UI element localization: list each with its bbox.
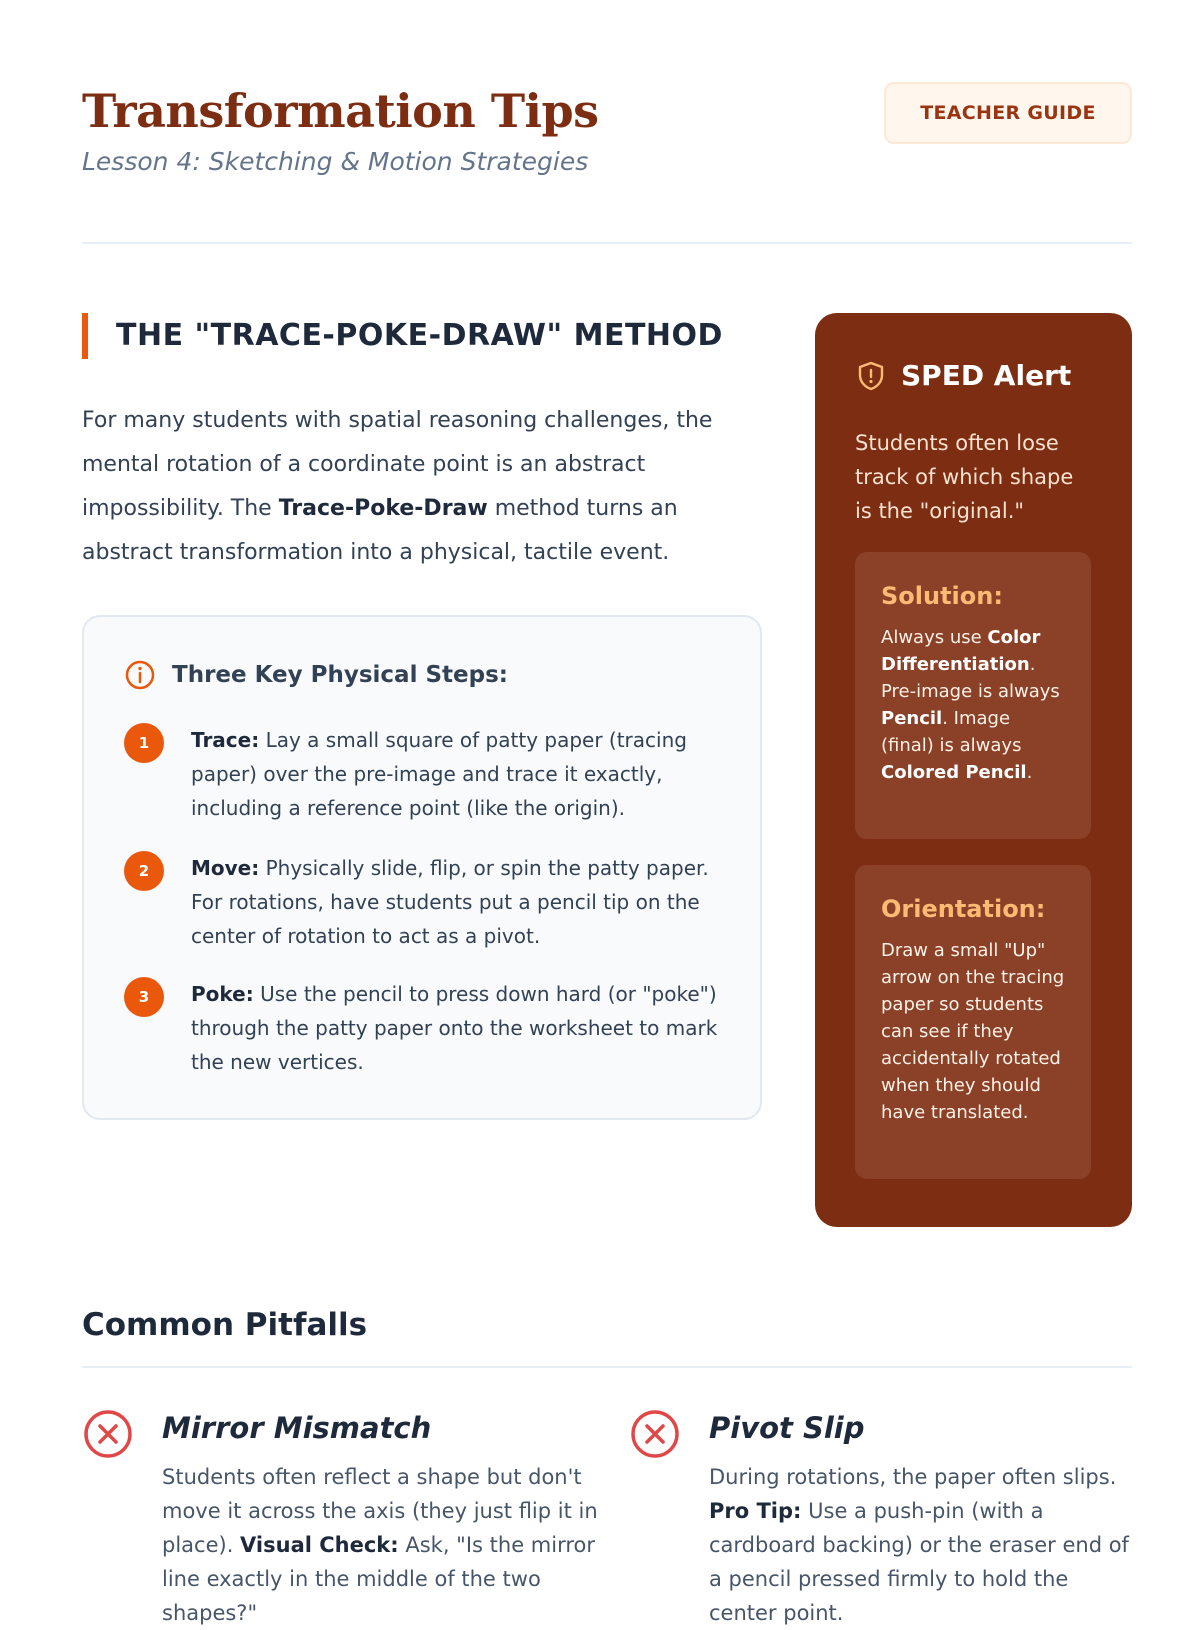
solution-text-part: .	[1026, 762, 1033, 783]
steps-title: Three Key Physical Steps:	[172, 662, 508, 688]
sped-alert-card	[815, 313, 1132, 1227]
step-description: Physically slide, flip, or spin the patty paper. For rotations, have students put a pencil tip on the center of rotation to act as a pivot.	[191, 856, 709, 948]
solution-text-part: . Image (final) is always	[881, 708, 1022, 756]
intro-text-1: For many students with spatial reasoning challenges, the mental rotation of a coordinate point is an abstract impossibility. The	[82, 408, 713, 521]
method-section-title: THE "TRACE-POKE-DRAW" METHOD	[82, 313, 723, 359]
teacher-guide-badge: TEACHER GUIDE	[884, 82, 1132, 144]
info-icon	[124, 659, 156, 691]
orientation-card	[855, 865, 1091, 1179]
step-number-badge: 3	[124, 977, 164, 1017]
pitfall-text-part: Use a push-pin (with a cardboard backing) or the eraser end of a pencil pressed firmly to hold the center point.	[709, 1499, 1129, 1625]
steps-card	[82, 615, 762, 1120]
x-circle-icon	[82, 1408, 134, 1460]
solution-card	[855, 552, 1091, 839]
intro-bold-method: Trace-Poke-Draw	[278, 496, 488, 521]
steps-header	[124, 659, 508, 691]
sped-alert-intro: Students often lose track of which shape is the "original."	[855, 431, 1074, 523]
solution-bold-part: Color Differentiation	[881, 627, 1041, 675]
step-description: Lay a small square of patty paper (tracing paper) over the pre-image and trace it exactly, including a reference point (like the origin).	[191, 728, 687, 820]
step-label: Poke:	[191, 982, 254, 1006]
shield-alert-icon	[855, 360, 887, 392]
method-intro	[82, 399, 762, 575]
solution-text-part: Always use	[881, 627, 988, 648]
pitfalls-section-title: Common Pitfalls	[82, 1307, 368, 1343]
pitfall-title: Mirror Mismatch	[162, 1411, 432, 1445]
step-text	[191, 723, 724, 825]
step-number-badge: 1	[124, 723, 164, 763]
x-circle-icon	[629, 1408, 681, 1460]
orientation-title: Orientation:	[881, 895, 1046, 923]
page-title: Transformation Tips	[82, 84, 599, 138]
step-item	[124, 977, 724, 1079]
pitfalls-divider	[82, 1366, 1132, 1368]
pitfall-text-part: Students often reflect a shape but don't move it across the axis (they just flip it in place).	[162, 1465, 598, 1557]
step-description: Use the pencil to press down hard (or "poke") through the patty paper onto the worksheet to mark the new vertices.	[191, 982, 718, 1074]
page-subtitle: Lesson 4: Sketching & Motion Strategies	[82, 147, 589, 176]
step-label: Move:	[191, 856, 260, 880]
pitfall-text	[709, 1460, 1134, 1630]
intro-text-2: method turns an abstract transformation into a physical, tactile event.	[82, 496, 678, 565]
header-divider	[82, 242, 1132, 244]
sped-alert-header	[855, 359, 1071, 392]
step-item	[124, 723, 724, 825]
pitfall-item	[82, 1408, 602, 1630]
step-text	[191, 851, 724, 953]
step-text	[191, 977, 724, 1079]
step-number-badge: 2	[124, 851, 164, 891]
step-label: Trace:	[191, 728, 260, 752]
page-header	[82, 82, 1132, 242]
sped-alert-title: SPED Alert	[901, 359, 1072, 392]
solution-text-part: . Pre-image is always	[881, 654, 1060, 702]
pitfall-bold-part: Pro Tip:	[709, 1499, 802, 1523]
solution-bold-part: Pencil	[881, 708, 943, 729]
solution-title: Solution:	[881, 582, 1003, 610]
pitfall-text	[162, 1460, 602, 1630]
pitfall-text-part: Ask, "Is the mirror line exactly in the middle of the two shapes?"	[162, 1533, 595, 1625]
solution-text	[881, 624, 1065, 786]
pitfall-text-part: During rotations, the paper often slips.	[709, 1465, 1117, 1489]
pitfall-item	[629, 1408, 1134, 1630]
step-item	[124, 851, 724, 953]
orientation-text: Draw a small "Up" arrow on the tracing paper so students can see if they accidentally rotated when they should have translated.	[881, 940, 1065, 1123]
pitfall-title: Pivot Slip	[709, 1411, 865, 1445]
solution-bold-part: Colored Pencil	[881, 762, 1027, 783]
pitfall-bold-part: Visual Check:	[240, 1533, 399, 1557]
